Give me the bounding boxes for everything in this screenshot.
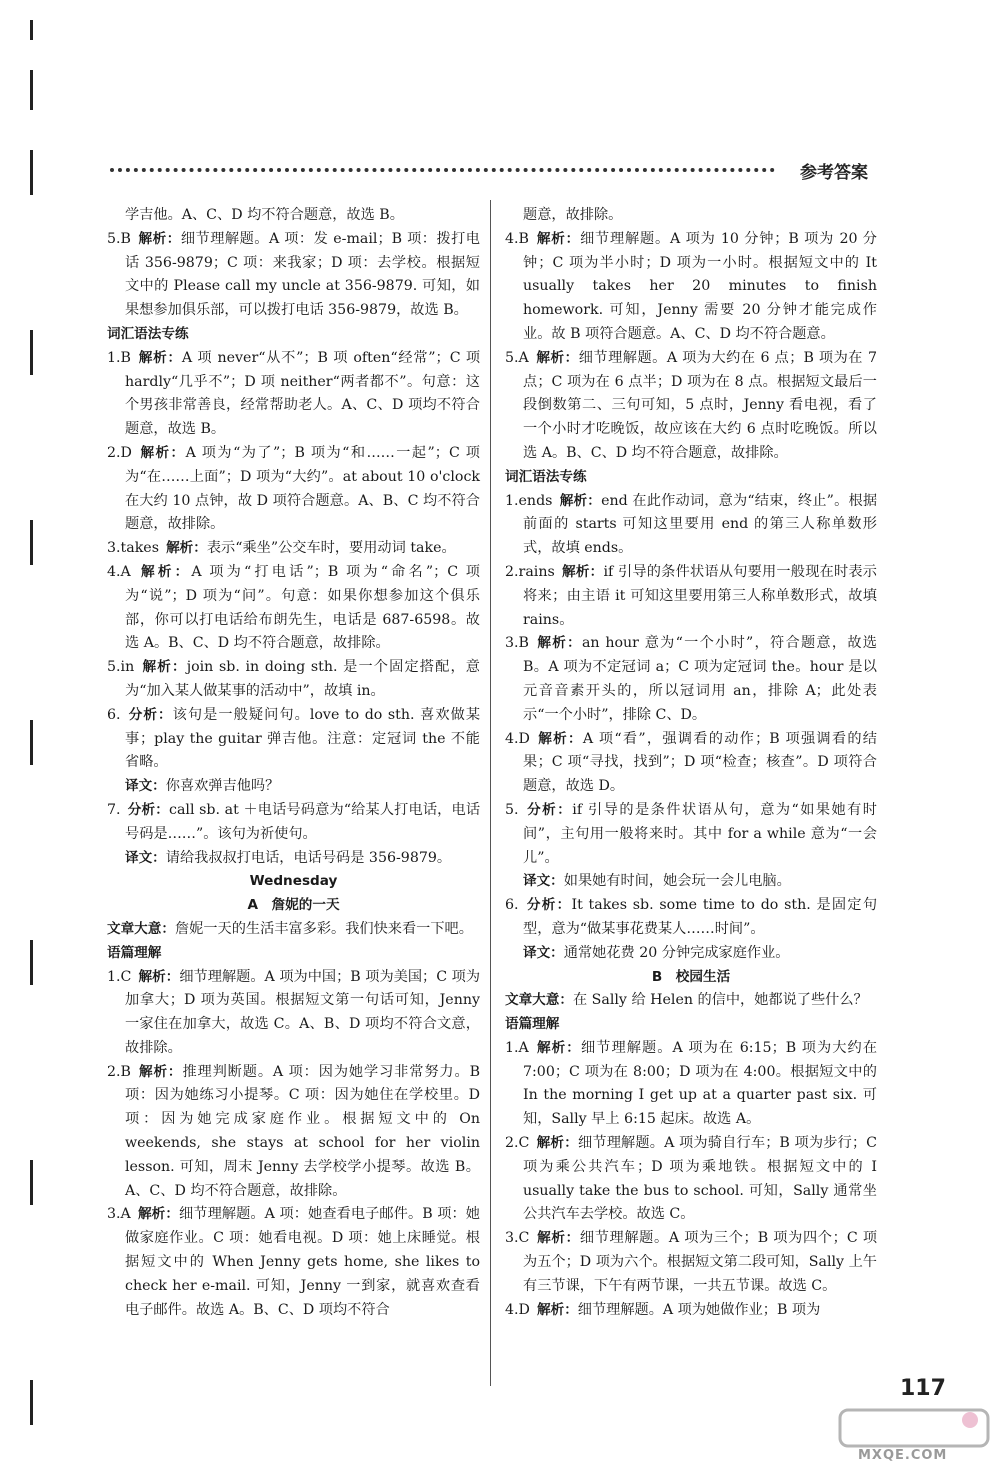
item-text: an hour 意为“一个小时”，符合题意，故选 B。A 项为不定冠词 a；C 项为定冠词 the。hour 是以元音音素开头的，所以冠词用 an，排除 A；此处表示“一个小时”，排除 C、D。 (523, 635, 877, 723)
item-text: call sb. at ＋电话号码意为“给某人打电话，电话号码是……”。该句为祈使句。 (125, 801, 481, 842)
answer-item (107, 799, 480, 847)
item-text: 细节理解题。A 项为大约在 6 点；B 项为在 7 点；C 项为在 6 点半；D 项为在 8 点。根据短文最后一段倒数第二、三句可知，5 点时，Jenny 看电视，看了一个小时才吃晚饭，故应该在大约 6 点时吃晚饭。所以选 A。B、C、D 均不符合题意，故排除。 (523, 349, 878, 461)
item-text: 细节理解题。A 项：发 e-mail；B 项：拨打电话 356-9879；C 项：来我家；D 项：去学校。根据短文中的 Please call my uncle at 356-9879. 可知，如果想参加俱乐部，可以拨打电话 356-9879，故选 B。 (125, 230, 480, 319)
item-text: A 项 never“从不”；B 项 often“经常”；C 项 hardly“几乎不”；D 项 neither“两者都不”。句意：这个男孩非常善良，经常帮助老人。A、C、D 项均不符合题意，故选 B。 (125, 349, 481, 438)
item-label: 文章大意： (107, 920, 175, 937)
item-text: end 在此作动词，意为“结束，终止”。根据前面的 starts 可知这里要用 end 的第三人称单数形式，故填 ends。 (523, 492, 878, 557)
item-number: 1.ends (505, 492, 553, 509)
item-text: 请给我叔叔打电话，电话号码是 356-9879。 (165, 849, 452, 866)
item-text: 细节理解题。A 项为她做作业；B 项为 (577, 1301, 821, 1318)
item-number: 4.D (505, 730, 530, 747)
answer-item (107, 704, 480, 775)
item-label: 解析： (139, 444, 186, 461)
item-text: 细节理解题。A 项为 10 分钟；B 项为 20 分钟；C 项为半小时；D 项为一小时。根据短文中的 It usually takes her 20 minutes to finish homework. 可知，Jenny 需要 20 分钟才能完成作业。故 B 项符合题意。A、C、D 均不符合题意。 (523, 230, 877, 342)
answer-item (107, 966, 480, 1061)
answer-item (505, 870, 877, 894)
binding-mark (30, 1380, 33, 1425)
item-text: if 引导的条件状语从句要用一般现在时表示将来；由主语 it 可知这里要用第三人称单数形式，故填 rains。 (523, 563, 877, 628)
item-number: 6. (107, 706, 121, 723)
item-text: join sb. in doing sth. 是一个固定搭配，意为“加入某人做某事的活动中”，故填 in。 (125, 659, 480, 699)
answer-item (505, 894, 877, 942)
binding-mark (30, 150, 33, 195)
answer-item (505, 204, 877, 228)
item-number: 4.B (505, 230, 529, 247)
item-number: 1.B (107, 349, 131, 366)
answer-item (107, 1061, 480, 1204)
item-text: 学吉他。A、C、D 均不符合题意，故选 B。 (125, 207, 404, 223)
item-text: 表示“乘坐”公交车时，要用动词 take。 (206, 540, 456, 557)
binding-mark (30, 70, 33, 110)
item-text: 细节理解题。A 项：她查看电子邮件。B 项：她做家庭作业。C 项：她看电视。D 项：她上床睡觉。根据短文中的 When Jenny gets home, she likes to check her e-mail. 可知，Jenny 一到家，就喜欢查看电子邮件。故选 A。B、C、D 项均不符合 (125, 1206, 480, 1318)
item-text: 如果她有时间，她会玩一会儿电脑。 (563, 873, 791, 890)
section-heading: 语篇理解 (505, 1016, 560, 1033)
item-number: 3.C (505, 1230, 530, 1247)
item-text: A 项为“打电话”；B 项为“命名”；C 项为“说”；D 项为“问”。句意：如果你想参加这个俱乐部，你可以打电话给布朗先生，电话是 687-6598。故选 A。B、C、D 均不符合题意，故排除。 (125, 563, 480, 652)
item-text: 通常她花费 20 分钟完成家庭作业。 (563, 944, 790, 961)
item-label: 解析： (137, 563, 192, 580)
binding-mark (30, 520, 33, 565)
section-title: A 詹妮的一天 (247, 897, 340, 914)
item-number: 2.rains (505, 563, 555, 580)
answer-item (505, 1132, 877, 1227)
answer-item (505, 1037, 877, 1132)
column-divider (490, 200, 491, 1386)
item-text: 詹妮一天的生活丰富多彩。我们快来看一下吧。 (174, 920, 473, 937)
item-number: 3.A (107, 1206, 131, 1223)
answer-item (107, 847, 480, 871)
item-text: A 项“看”，强调看的动作；B 项强调看的结果；C 项“寻找，找到”；D 项“检查；核查”。D 项符合题意，故选 D。 (523, 730, 877, 795)
answer-item (505, 561, 877, 632)
binding-mark (30, 940, 33, 985)
item-text: 细节理解题。A 项为骑自行车；B 项为步行；C 项为乘公共汽车；D 项为乘地铁。根据短文中的 I usually take the bus to school. 可知，Sally 通常坐公共汽车去学校。故选 C。 (523, 1135, 877, 1223)
item-label: 译文： (523, 873, 564, 890)
item-text: 细节理解题。A 项为三个；B 项为四个；C 项为五个；D 项为六个。根据短文第二段可知，Sally 上午有三节课，下午有两节课，一共五节课。故选 C。 (523, 1230, 878, 1294)
item-number: 2.B (107, 1063, 131, 1080)
item-label: 分析： (127, 801, 169, 818)
item-label: 分析： (525, 801, 573, 818)
item-label: 解析： (536, 1135, 578, 1152)
item-text: 该句是一般疑问句。love to do sth. 喜欢做某事；play the guitar 弹吉他。注意：定冠词 the 不能省略。 (125, 706, 481, 771)
section-title: Wednesday (249, 873, 338, 890)
item-label: 解析： (535, 1039, 581, 1056)
watermark-text: MXQE.COM (858, 1448, 948, 1463)
answer-item (107, 561, 480, 656)
item-number: 7. (107, 801, 121, 818)
item-number: 5.B (107, 230, 131, 247)
answer-item (107, 656, 480, 704)
item-text: 在 Sally 给 Helen 的信中，她都说了些什么？ (572, 992, 868, 1009)
binding-mark (30, 1160, 33, 1205)
item-label: 解析： (138, 968, 180, 985)
header-dotted-rule (110, 168, 775, 172)
answer-item (107, 775, 480, 799)
answer-item (505, 490, 877, 561)
answer-item (107, 537, 480, 561)
item-label: 译文： (523, 944, 564, 961)
page-number: 117 (900, 1376, 946, 1401)
answer-item (107, 442, 480, 537)
item-label: 分析： (525, 897, 572, 914)
item-number: 2.C (505, 1135, 530, 1152)
binding-mark (30, 330, 33, 375)
binding-mark (30, 720, 33, 765)
item-label: 解析： (536, 635, 582, 652)
item-label: 文章大意： (505, 992, 573, 1009)
item-label: 解析： (537, 730, 583, 747)
answer-item (505, 228, 877, 347)
answer-item (107, 347, 480, 442)
item-number: 6. (505, 897, 519, 914)
item-label: 解析： (535, 349, 579, 366)
item-text: 推理判断题。A 项：因为她学习非常努力。B 项：因为她练习小提琴。C 项：因为她住在学校里。D 项：因为她完成家庭作业。根据短文中的 On weekends, she stays at school for her violin lesson. 可知，周末 Jenny 去学校学小提琴。故选 B。A、C、D 均不符合题意，故排除。 (125, 1063, 481, 1199)
item-number: 5.in (107, 659, 135, 676)
item-label: 分析： (127, 706, 173, 723)
answer-item (505, 1299, 877, 1323)
binding-mark (30, 20, 33, 40)
section-title: B 校园生活 (651, 968, 731, 985)
answer-item (505, 1227, 877, 1298)
item-text: It takes sb. some time to do sth. 是固定句型，意为“做某事花费某人……时间”。 (523, 897, 878, 937)
item-label: 解析： (166, 540, 207, 557)
item-number: 1.A (505, 1039, 529, 1056)
item-number: 3.B (505, 635, 529, 652)
section-heading: 词汇语法专练 (107, 325, 189, 342)
item-label: 解析： (138, 230, 181, 247)
section-heading: 语篇理解 (107, 944, 162, 961)
item-text: if 引导的是条件状语从句，意为“如果她有时间”，主句用一般将来时。其中 for a while 意为“一会儿”。 (523, 801, 877, 866)
item-label: 解析： (536, 1230, 580, 1247)
section-heading: 词汇语法专练 (505, 468, 587, 485)
item-label: 解析： (559, 492, 602, 509)
item-number: 5. (505, 801, 519, 818)
answer-item (505, 942, 877, 966)
item-label: 解析： (537, 1301, 578, 1318)
item-number: 4.A (107, 563, 131, 580)
item-label: 解析： (138, 1063, 183, 1080)
answer-item (505, 347, 877, 466)
item-label: 解析： (137, 1206, 180, 1223)
item-text: 细节理解题。A 项为在 6:15；B 项为大约在 7:00；C 项为在 8:00；D 项为在 4:00。根据短文中的 In the morning I get up at a quarter past six. 可知，Sally 早上 6:15 起床。故选 A。 (523, 1039, 878, 1128)
answer-item (107, 918, 480, 942)
item-number: 3.takes (107, 540, 159, 557)
item-text: 你喜欢弹吉他吗？ (165, 778, 280, 795)
answer-item (505, 632, 877, 727)
item-text: 题意，故排除。 (523, 207, 623, 223)
header-title: 参考答案 (800, 163, 868, 183)
answer-item (107, 228, 480, 323)
item-label: 解析： (561, 563, 604, 580)
item-label: 译文： (125, 849, 166, 866)
item-label: 译文： (125, 778, 166, 795)
item-number: 5.A (505, 349, 529, 366)
answer-item (107, 1203, 480, 1322)
answer-item (505, 989, 877, 1013)
answer-item (505, 728, 877, 799)
item-text: 细节理解题。A 项为中国；B 项为美国；C 项为加拿大；D 项为英国。根据短文第一句话可知，Jenny 一家住在加拿大，故选 C。A、B、D 项均不符合文意，故排除。 (125, 968, 481, 1056)
left-column (107, 204, 480, 1322)
answer-item (107, 204, 480, 228)
item-label: 解析： (138, 349, 182, 366)
right-column (505, 204, 877, 1322)
item-text: A 项为“为了”；B 项为“和……一起”；C 项为“在……上面”；D 项为“大约”。at about 10 o'clock 在大约 10 点钟，故 D 项符合题意。A、B、C 均不符合题意，故排除。 (125, 444, 480, 533)
item-number: 1.C (107, 968, 132, 985)
item-label: 解析： (141, 659, 187, 676)
answer-item (505, 799, 877, 870)
item-label: 解析： (536, 230, 581, 247)
item-number: 4.D (505, 1301, 530, 1318)
item-number: 2.D (107, 444, 132, 461)
